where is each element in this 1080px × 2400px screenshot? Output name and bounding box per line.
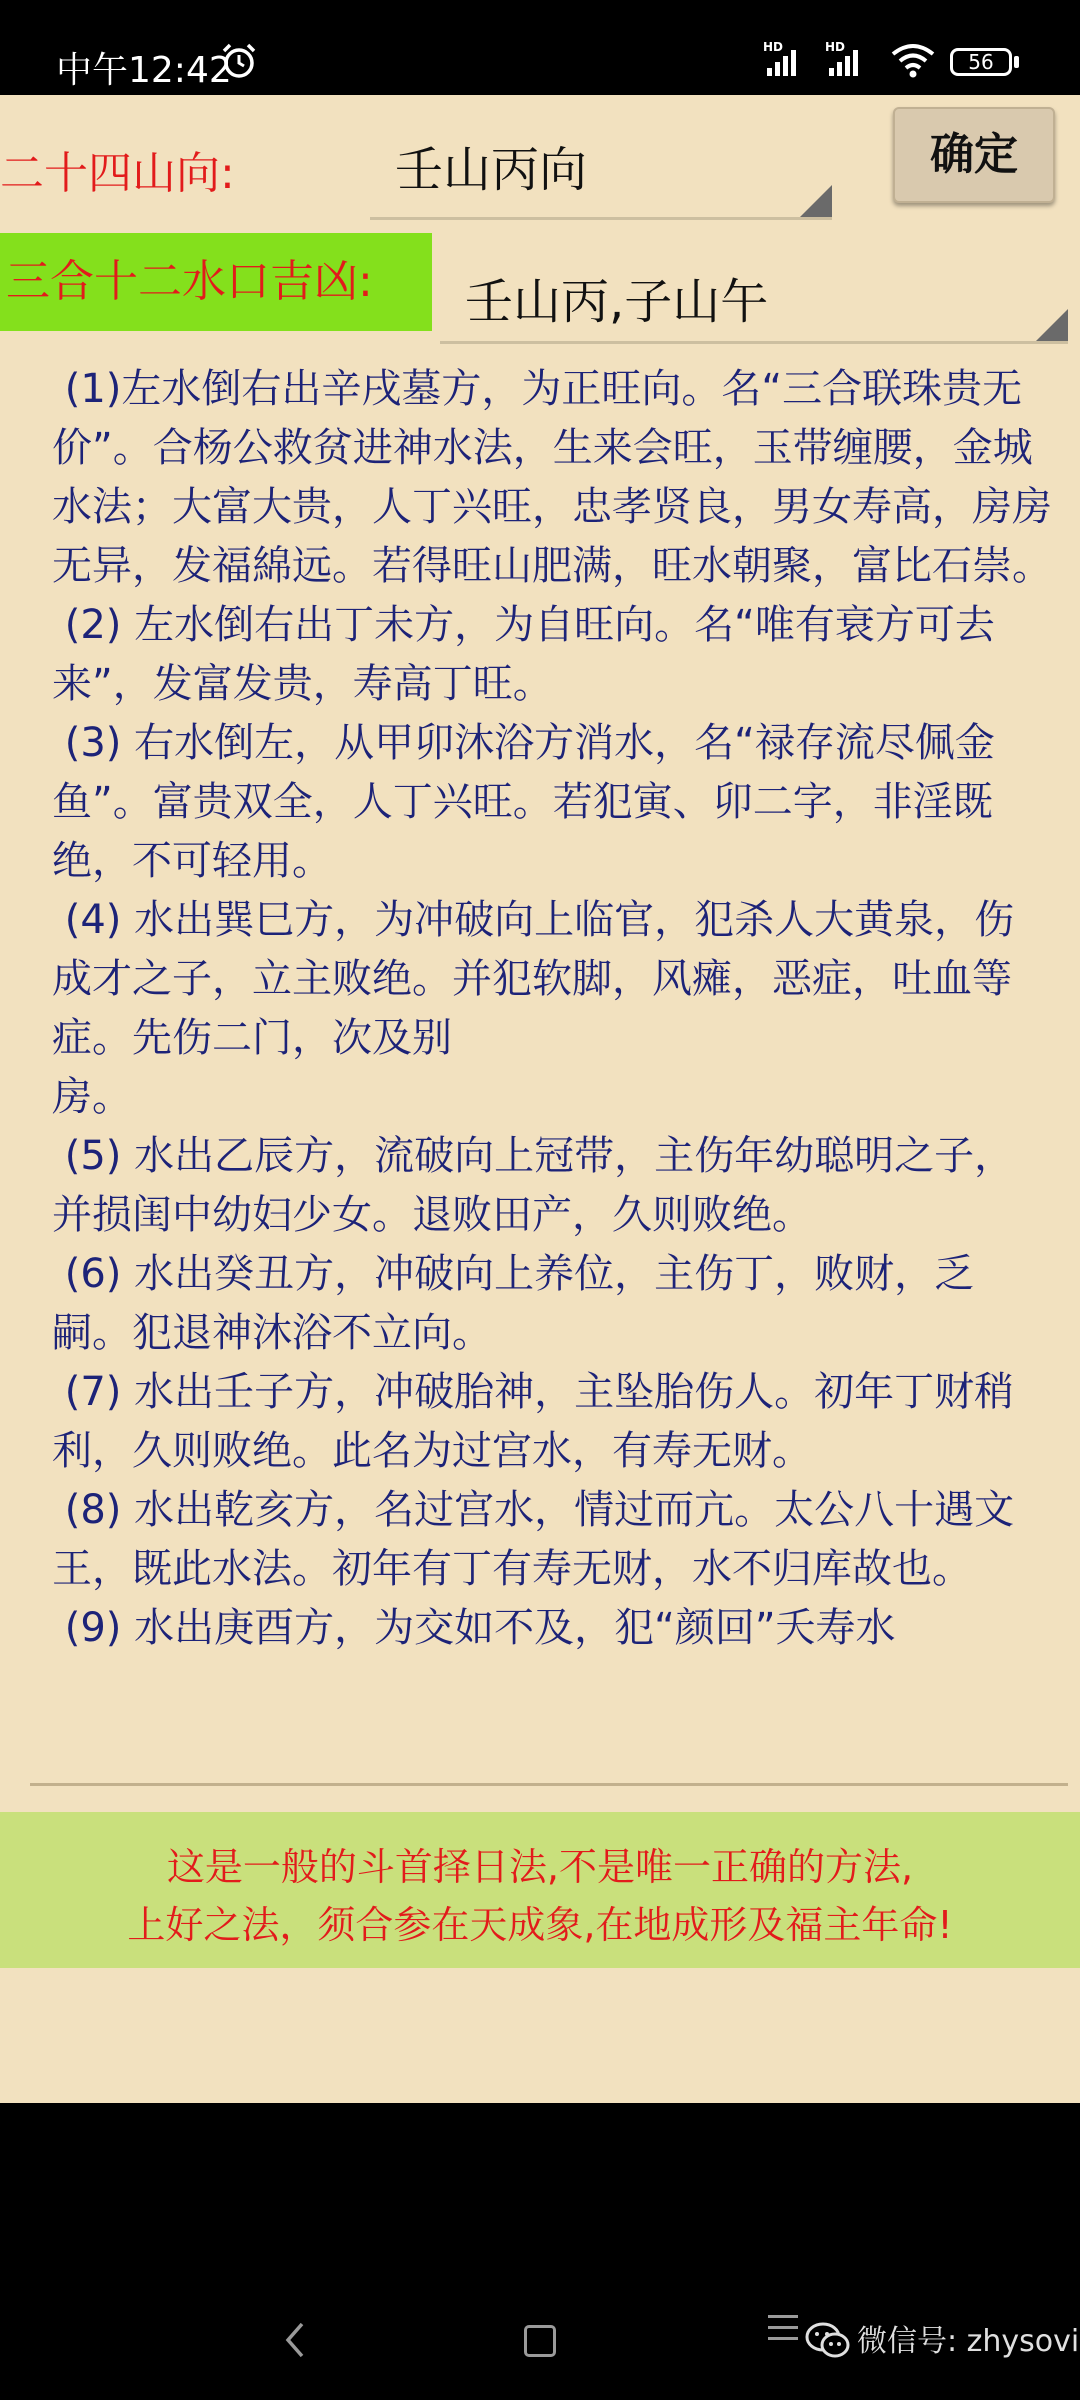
status-bar (0, 0, 1080, 95)
back-icon[interactable] (282, 2320, 306, 2360)
notice-line-1: 这是一般的斗首择日法,不是唯一正确的方法, (166, 1845, 914, 1889)
recents-icon[interactable] (768, 2315, 798, 2348)
result-paragraph: (7) 水出壬子方，冲破胎神，主坠胎伤人。初年丁财稍利，久则败绝。此名为过宫水，有寿无财。 (52, 1369, 1015, 1474)
confirm-button[interactable]: 确定 (893, 107, 1055, 203)
result-text-scroll[interactable] (52, 360, 1052, 1878)
divider (30, 1783, 1068, 1786)
status-time: 中午12:42 (56, 50, 232, 91)
wifi-icon (890, 42, 936, 78)
water-outlet-select[interactable] (440, 245, 1068, 344)
battery-icon (950, 48, 1012, 76)
wechat-icon (805, 2321, 851, 2361)
result-paragraph: (1)左水倒右出辛戌墓方，为正旺向。名“三合联珠贵无价”。合杨公救贫进神水法，生来会旺，玉带缠腰，金城水法；大富大贵，人丁兴旺，忠孝贤良，男女寿高，房房无异，发福綿远。若得旺山肥满，旺水朝聚，富比石崇。 (52, 366, 1052, 589)
app-screen (0, 95, 1080, 2103)
water-outlet-value: 壬山丙,子山午 (465, 274, 769, 330)
notice-banner (0, 1812, 1080, 1968)
cell-signal-1-icon: HD (763, 42, 815, 82)
home-icon[interactable] (524, 2325, 556, 2357)
notice-line-2: 上好之法，须合参在天成象,在地成形及福主年命! (127, 1903, 953, 1947)
result-paragraph: (5) 水出乙辰方，流破向上冠带，主伤年幼聪明之子，并损闺中幼妇少女。退败田产，久则败绝。 (52, 1133, 1015, 1238)
result-paragraph: (8) 水出乾亥方，名过宫水，情过而亢。太公八十遇文王，既此水法。初年有丁有寿无财，水不归库故也。 (52, 1487, 1015, 1592)
navigation-bar (0, 2103, 1080, 2400)
battery-level: 56 (968, 50, 994, 74)
dropdown-arrow-icon (800, 185, 832, 217)
mountain-direction-label: 二十四山向: (0, 148, 235, 199)
mountain-direction-value: 壬山丙向 (395, 142, 588, 198)
water-outlet-label: 三合十二水口吉凶: (0, 233, 432, 331)
result-paragraph: (9) 水出庚酉方，为交如不及，犯“颜回”夭寿水 (52, 1605, 896, 1651)
result-paragraph: (4) 水出巽巳方，为冲破向上临官，犯杀人大黄泉，伤成才之子，立主败绝。并犯软脚，风瘫，恶症，吐血等症。先伤二门，次及别 房。 (52, 897, 1015, 1120)
dropdown-arrow-icon (1036, 309, 1068, 341)
result-paragraph: (6) 水出癸丑方，冲破向上养位，主伤丁，败财，乏嗣。犯退神沐浴不立向。 (52, 1251, 975, 1356)
watermark-text: 微信号: zhysovi (857, 2324, 1080, 2359)
cell-signal-2-icon: HD (825, 42, 877, 82)
result-paragraph: (3) 右水倒左，从甲卯沐浴方消水，名“禄存流尽佩金鱼”。富贵双全，人丁兴旺。若犯寅、卯二字，非淫既绝，不可轻用。 (52, 720, 995, 884)
battery-tip (1014, 56, 1019, 68)
alarm-clock-icon (220, 42, 258, 80)
result-paragraph: (2) 左水倒右出丁未方，为自旺向。名“唯有衰方可去来”，发富发贵，寿高丁旺。 (52, 602, 995, 707)
mountain-direction-select[interactable] (370, 117, 832, 220)
